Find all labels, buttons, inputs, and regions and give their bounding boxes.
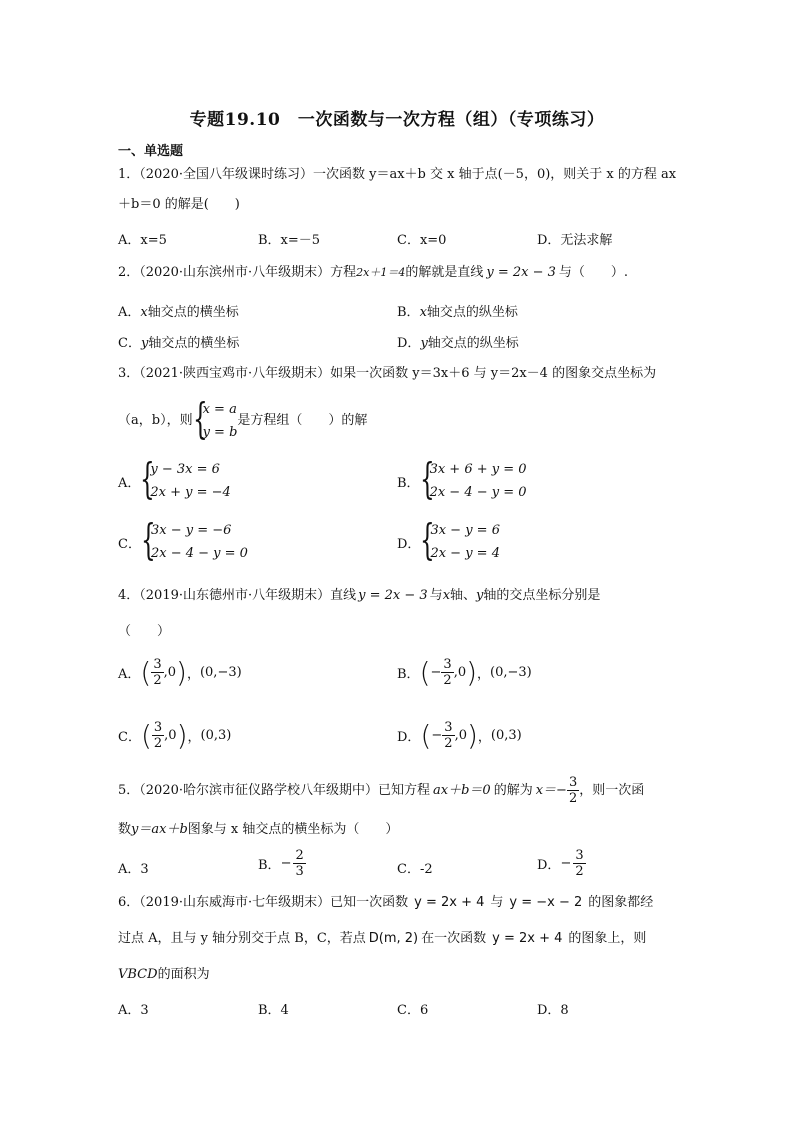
q3-line2-suffix: 是方程组（ ）的解 (237, 413, 368, 428)
q4-option-a-letter: A． (118, 667, 141, 682)
q6-line3 (118, 965, 210, 985)
q4-option-a-point1: ( $\frac{3}{2}$ ,0 ) (140, 655, 187, 689)
q5-mid: 的解为 (493, 782, 533, 798)
q3-option-c-eq1: 3x − y = −6 (150, 523, 232, 538)
q4-option-d-sign: − (431, 728, 443, 743)
section-heading: 一、单选题 (118, 144, 184, 159)
q6-point: D(m, 2) (368, 931, 419, 946)
q6-line2-eq: y = 2x + 4 (492, 931, 563, 946)
q5-line2-prefix: 数 (118, 822, 132, 837)
q4-line2: （ ） (118, 624, 171, 639)
q1-line2: ＋b＝0 的解是( ) (118, 197, 240, 212)
q4-x: x (442, 588, 451, 603)
q6-line1 (118, 893, 653, 913)
q4-option-c-point1: ( $\frac{3}{2}$ ,0 ) (140, 718, 188, 752)
q4-option-d-point1: ( − $\frac{3}{2}$ ,0 ) (420, 718, 478, 752)
q4-option-b[interactable] (397, 657, 532, 688)
q5-option-b-num: 2 (295, 848, 304, 863)
q5-option-d-letter: D． (537, 858, 561, 873)
q3-option-c[interactable] (118, 515, 248, 565)
q3-option-b-eq1: 3x + 6 + y = 0 (429, 462, 527, 477)
q4-option-b-point1: ( − $\frac{3}{2}$ ,0 ) (419, 655, 478, 689)
q5-option-b-fraction (293, 848, 305, 879)
q2-eq2: y = 2x − 3 (486, 265, 556, 280)
q4-option-b-num: 3 (443, 657, 452, 672)
q2-option-c[interactable] (118, 332, 239, 351)
q2-option-a[interactable] (118, 301, 239, 320)
q4-option-d-sep: ， (477, 730, 491, 745)
q3-option-a-letter: A． (118, 475, 141, 491)
q3-option-a-eq1: y − 3x = 6 (150, 462, 220, 477)
q4-option-b-letter: B． (397, 667, 420, 682)
q6-line2-suffix: 的图象上，则 (568, 931, 647, 946)
q6-line2 (118, 929, 646, 949)
q1-line1: 1．（2020·全国八年级课时练习）一次函数 y＝ax＋b 交 x 轴于点(－5，0)，则关于 x 的方程 ax (118, 167, 677, 182)
q4-option-a-zero: ,0 (163, 665, 177, 680)
q5-suffix: ，则一次函 (579, 782, 645, 798)
q3-option-b-letter: B． (397, 475, 420, 491)
q2-prefix: 2．（2020·山东滨州市·八年级期末）方程 (118, 265, 357, 280)
q5-option-b-letter: B． (258, 858, 281, 873)
q3-line2-prefix: （a，b），则 (118, 413, 193, 428)
q6-eq1: y = 2x + 4 (414, 895, 485, 910)
q5-num: 3 (568, 775, 578, 790)
q3-option-b-system: { 3x + 6 + y = 0 2x − 4 − y = 0 (419, 454, 527, 503)
q1-option-c[interactable]: C．x=0 (397, 233, 447, 248)
q3-option-b-eq2: 2x − 4 − y = 0 (429, 485, 527, 500)
q2-option-c-letter: C． (118, 336, 141, 351)
q4-option-d-zero: ,0 (454, 728, 467, 743)
q4-option-c-den: 2 (153, 736, 163, 751)
q4-option-b-sep: ， (477, 667, 491, 682)
q4-option-d-num: 3 (444, 720, 453, 735)
q5-eq: ax＋b＝0 (433, 782, 491, 798)
q4-option-a-num: 3 (153, 657, 162, 672)
q3-system-eq2: y = b (202, 425, 238, 440)
q3-option-a-system: { y − 3x = 6 2x + y = −4 (140, 454, 231, 503)
q2-suffix: 与（ ）. (558, 265, 629, 280)
q5-line2-suffix: 图象与 x 轴交点的横坐标为（ ） (187, 822, 399, 837)
q2-option-d[interactable] (397, 332, 519, 351)
q2-option-a-text: 轴交点的横坐标 (147, 305, 239, 320)
q1-option-a[interactable]: A．x=5 (118, 233, 167, 248)
q4-y: y (476, 588, 484, 603)
q3-option-d-system: { 3x − y = 6 2x − y = 4 (420, 515, 500, 564)
q6-prefix: 6．（2019·山东威海市·七年级期末）已知一次函数 (118, 895, 409, 910)
q3-option-c-eq2: 2x − 4 − y = 0 (150, 546, 248, 561)
q2-option-d-text: 轴交点的纵坐标 (427, 336, 519, 351)
q4-option-b-sign: − (430, 665, 442, 680)
q3-option-a[interactable] (118, 454, 231, 504)
q5-stem (118, 775, 644, 806)
q2-option-b-var: x (419, 305, 427, 320)
q4-mid2: 轴、 (450, 588, 477, 603)
q4-option-a-fraction (151, 657, 163, 688)
q4-option-c[interactable] (118, 720, 231, 751)
q4-option-d[interactable] (397, 720, 522, 751)
q3-option-d[interactable] (397, 515, 500, 565)
q3-line2 (118, 394, 368, 444)
q4-mid1: 与 (429, 588, 443, 603)
q2-option-c-text: 轴交点的横坐标 (148, 336, 240, 351)
q2-option-d-letter: D． (397, 336, 421, 351)
q5-option-a[interactable]: A．3 (118, 862, 149, 877)
q4-option-b-fraction (441, 657, 453, 688)
q4-option-c-num: 3 (153, 720, 163, 735)
q4-option-d-den: 2 (444, 736, 453, 751)
q2-option-b-text: 轴交点的纵坐标 (426, 305, 518, 320)
q6-option-b[interactable]: B．4 (258, 1003, 289, 1018)
q6-line3-var: VBCD (118, 967, 158, 982)
q2-option-b-letter: B． (397, 305, 420, 320)
q4-stem (118, 586, 600, 606)
q4-option-b-zero: ,0 (453, 665, 467, 680)
q4-option-d-point2: (0,3) (490, 728, 522, 743)
q4-option-a-sep: ， (186, 667, 200, 682)
q2-option-a-letter: A． (118, 305, 141, 320)
q6-option-a[interactable]: A．3 (118, 1003, 149, 1018)
q3-option-d-eq1: 3x − y = 6 (430, 523, 500, 538)
q6-line2-prefix: 过点 A，且与 y 轴分别交于点 B，C，若点 (118, 931, 366, 946)
q6-line3-text: 的面积为 (157, 967, 210, 982)
q2-option-c-var: y (140, 336, 149, 351)
q6-suffix: 的图象都经 (588, 895, 654, 910)
q4-option-b-point2: (0,−3) (490, 665, 532, 680)
q1-option-d[interactable]: D．无法求解 (537, 233, 613, 248)
q4-option-c-zero: ,0 (164, 728, 177, 743)
page-title: 专题19.10 一次函数与一次方程（组）（专项练习） (189, 110, 605, 130)
q3-system-eq1: x = a (202, 402, 237, 417)
q4-option-a-den: 2 (153, 673, 162, 688)
q5-option-c[interactable]: C．-2 (397, 862, 433, 877)
q4-option-a-point2: (0,−3) (199, 665, 242, 680)
q2-stem (118, 263, 628, 283)
q5-line2 (118, 820, 398, 840)
q5-line2-eq: y＝ax＋b (131, 822, 188, 837)
q4-suffix: 轴的交点坐标分别是 (483, 588, 601, 603)
q5-option-b-sign: − (280, 856, 292, 871)
q4-option-c-fraction (152, 720, 164, 751)
q2-eq1: 2x＋1＝4 (356, 266, 406, 279)
q4-option-c-point2: (0,3) (200, 728, 232, 743)
q3-option-b[interactable] (397, 454, 527, 504)
q2-option-a-var: x (140, 305, 148, 320)
q3-option-c-letter: C． (118, 536, 141, 552)
q4-option-d-fraction (442, 720, 454, 751)
q6-option-c[interactable]: C．6 (397, 1003, 429, 1018)
q5-option-d[interactable] (537, 848, 586, 879)
q4-prefix: 4．（2019·山东德州市·八年级期末）直线 (118, 588, 357, 603)
q5-den: 2 (568, 791, 578, 806)
q6-line2-mid: 在一次函数 (421, 931, 487, 946)
q4-option-d-letter: D． (397, 730, 421, 745)
q3-option-c-system: { 3x − y = −6 2x − 4 − y = 0 (140, 515, 248, 564)
q4-option-c-letter: C． (118, 730, 141, 745)
q2-option-b[interactable] (397, 301, 518, 320)
q6-option-d[interactable]: D．8 (537, 1003, 569, 1018)
q5-option-b[interactable] (258, 848, 306, 879)
q5-option-d-den: 2 (575, 864, 584, 879)
q4-option-a[interactable] (118, 657, 242, 688)
q6-mid: 与 (490, 895, 504, 910)
q4-option-c-sep: ， (187, 730, 201, 745)
q4-option-b-den: 2 (443, 673, 452, 688)
q5-prefix: 5．（2020·哈尔滨市征仪路学校八年级期中）已知方程 (118, 782, 430, 798)
q1-option-b[interactable]: B．x=－5 (258, 233, 321, 248)
q5-option-b-den: 3 (295, 864, 304, 879)
q2-option-d-var: y (420, 336, 428, 351)
q6-eq2: y = −x − 2 (509, 895, 583, 910)
q5-sol: x＝− (535, 782, 567, 798)
q3-option-d-eq2: 2x − y = 4 (430, 546, 500, 561)
q2-mid: 的解就是直线 (405, 265, 484, 280)
q5-option-d-num: 3 (575, 848, 584, 863)
q3-option-d-letter: D． (397, 536, 421, 552)
q3-line1: 3．（2021·陕西宝鸡市·八年级期末）如果一次函数 y＝3x＋6 与 y＝2x－4 的图象交点坐标为 (118, 366, 657, 381)
q4-eq: y = 2x − 3 (358, 588, 428, 603)
q3-option-a-eq2: 2x + y = −4 (150, 485, 231, 500)
q5-option-d-fraction (573, 848, 585, 879)
q3-system: { x = a y = b (192, 394, 238, 443)
q5-fraction (567, 775, 579, 806)
q5-option-d-sign: − (560, 856, 572, 871)
